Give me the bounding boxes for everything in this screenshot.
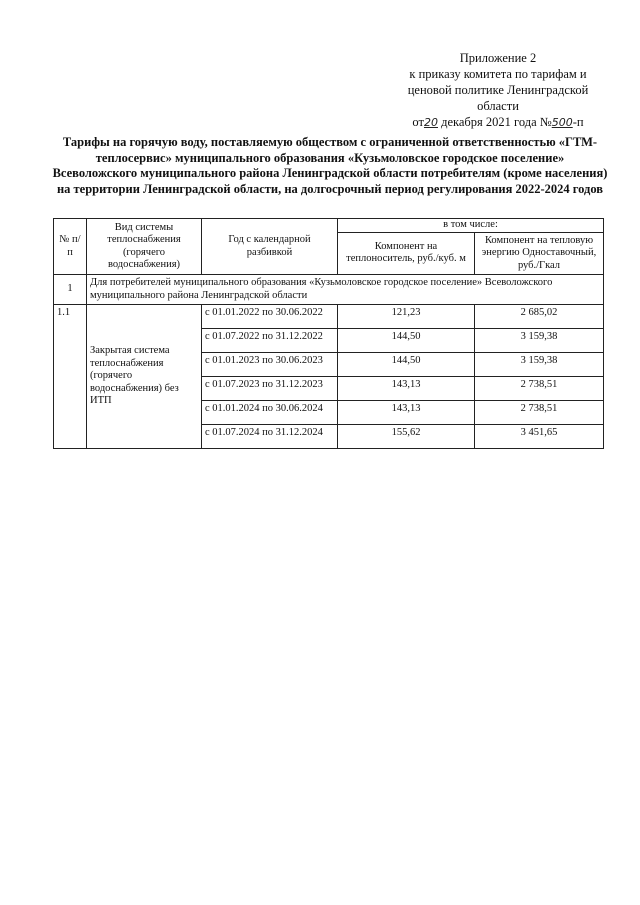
- carrier-cell: 121,23: [338, 305, 475, 329]
- energy-cell: 2 685,02: [475, 305, 604, 329]
- carrier-cell: 144,50: [338, 329, 475, 353]
- header-system: Вид системы теплоснабжения (горячего водоснабжения): [87, 219, 202, 275]
- header-including: в том числе:: [338, 219, 604, 233]
- header-year: Год с календарной разбивкой: [202, 219, 338, 275]
- document-title: Тарифы на горячую воду, поставляемую обществом с ограниченной ответственностью «ГТМ-теплосервис» муниципального образования «Кузьмоловское городское поселение» Всеволожского муниципального района Ленинградской области потребителям (кроме населения) на территории Ленинградской области, на долгосрочный период регулирования 2022-2024 годов: [52, 135, 608, 196]
- energy-cell: 3 159,38: [475, 353, 604, 377]
- carrier-cell: 143,13: [338, 401, 475, 425]
- table-row: [54, 305, 604, 329]
- appendix-date-line: [380, 114, 616, 131]
- energy-cell: 2 738,51: [475, 377, 604, 401]
- order-number-handwritten: 500: [551, 116, 573, 129]
- appendix-line: к приказу комитета по тарифам и: [409, 67, 587, 81]
- section-text: Для потребителей муниципального образования «Кузьмоловское городское поселение» Всеволожского муниципального района Ленинградской области: [87, 275, 604, 305]
- date-prefix: от: [412, 115, 424, 129]
- header-energy: Компонент на тепловую энергию Одноставочный, руб./Гкал: [475, 232, 604, 275]
- group-system: Закрытая система теплоснабжения (горячего водоснабжения) без ИТП: [87, 305, 202, 449]
- energy-cell: 3 159,38: [475, 329, 604, 353]
- energy-cell: 3 451,65: [475, 425, 604, 449]
- section-num: 1: [54, 275, 87, 305]
- group-num: 1.1: [54, 305, 87, 449]
- date-rest: декабря 2021 года №: [437, 115, 552, 129]
- period-cell: с 01.07.2022 по 31.12.2022: [202, 329, 338, 353]
- header-num: № п/п: [54, 219, 87, 275]
- period-cell: с 01.07.2024 по 31.12.2024: [202, 425, 338, 449]
- appendix-line: ценовой политике Ленинградской: [407, 83, 589, 97]
- date-day-handwritten: 20: [423, 116, 438, 129]
- period-cell: с 01.01.2023 по 30.06.2023: [202, 353, 338, 377]
- carrier-cell: 155,62: [338, 425, 475, 449]
- header-row: [54, 219, 604, 233]
- appendix-line: Приложение 2: [459, 51, 537, 65]
- carrier-cell: 143,13: [338, 377, 475, 401]
- carrier-cell: 144,50: [338, 353, 475, 377]
- appendix-block: [380, 50, 616, 131]
- period-cell: с 01.07.2023 по 31.12.2023: [202, 377, 338, 401]
- period-cell: с 01.01.2022 по 30.06.2022: [202, 305, 338, 329]
- order-suffix: -п: [572, 115, 584, 129]
- header-carrier: Компонент на теплоноситель, руб./куб. м: [338, 232, 475, 275]
- tariff-table: [53, 218, 604, 449]
- appendix-line: области: [477, 99, 519, 113]
- section-row: [54, 275, 604, 305]
- period-cell: с 01.01.2024 по 30.06.2024: [202, 401, 338, 425]
- energy-cell: 2 738,51: [475, 401, 604, 425]
